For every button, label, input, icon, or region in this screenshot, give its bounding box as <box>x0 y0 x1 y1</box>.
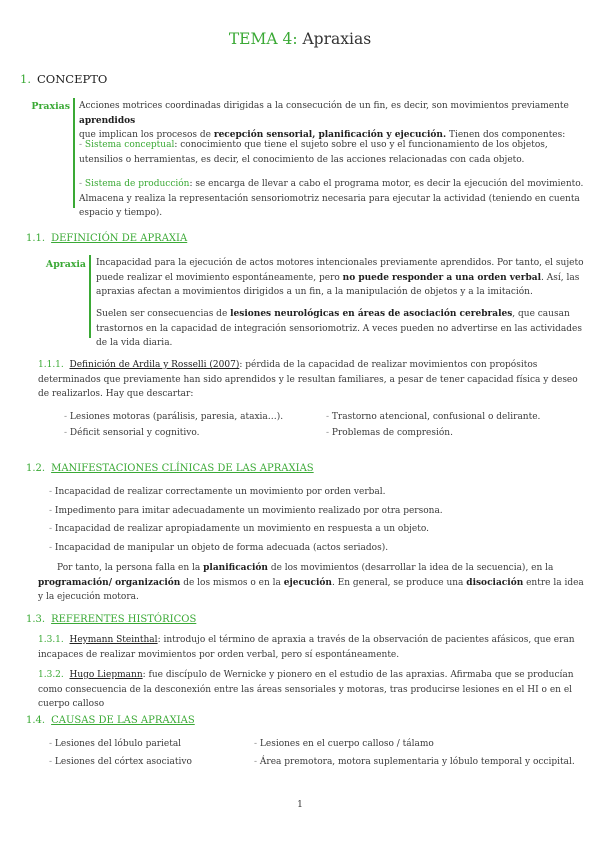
manifestaciones-summary: Por tanto, la persona falla en la planificación de los movimientos (desarrollar la idea de la secuencia), en la programación/ organización de los mismos o en la ejecución. En general, se produce una disociación entre la idea y la ejecución motora. <box>38 563 584 602</box>
descartar-list-left <box>64 409 314 441</box>
referente-steinthal: 1.3.1. Heymann Steinthal: introdujo el término de apraxia a través de la observación de pacientes afásicos, que eran incapaces de realizar movimientos por orden verbal, pero sí espontáneamente. <box>38 635 575 660</box>
referente-liepmann: 1.3.2. Hugo Liepmann: fue discípulo de Wernicke y pionero en el estudio de las apraxias. Afirmaba que se producían como consecuencia de la desconexión entre las áreas sensoriales y motoras, tras producirse lesiones en el HI o en el cuerpo calloso <box>38 670 574 709</box>
causas-list-left <box>49 735 249 771</box>
title-text: Apraxias <box>297 30 372 48</box>
list-item: - Déficit sensorial y cognitivo. <box>64 428 200 438</box>
section-heading-definicion: 1.1. DEFINICIÓN DE APRAXIA <box>26 233 188 244</box>
praxias-definition: Acciones motrices coordinadas dirigidas a la consecución de un fin, es decir, son movimientos previamente aprendidos que implican los procesos de recepción sensorial, planificación y ejecución. Tienen dos componentes: <box>79 101 569 140</box>
section-heading-manifestaciones: 1.2. MANIFESTACIONES CLÍNICAS DE LAS APRAXIAS <box>26 463 314 474</box>
apraxia-definition: Incapacidad para la ejecución de actos motores intencionales previamente aprendidos. Por tanto, el sujeto puede realizar el movimiento espontáneamente, pero no puede responder a una orden verbal. Así, las apraxias afectan a movimientos dirigidos a un fin, a la manipulación de objetos y a la imitación. <box>96 258 584 297</box>
list-item: - Lesiones del córtex asociativo <box>49 757 192 767</box>
list-item: - Lesiones en el cuerpo calloso / tálamo <box>254 739 434 749</box>
page-number: 1 <box>297 800 303 810</box>
causas-list-right <box>254 735 590 771</box>
page-title <box>0 30 600 48</box>
component-conceptual: - Sistema conceptual: conocimiento que tiene el sujeto sobre el uso y el funcionamiento de los objetos, utensilios o herramientas, es decir, el conocimiento de las acciones relacionadas con cada objeto. <box>79 140 548 165</box>
component-label: Sistema conceptual <box>84 140 175 150</box>
ardila-rosselli-definition: 1.1.1. Definición de Ardila y Rosselli (2007): pérdida de la capacidad de realizar movimientos con propósitos determinados que previamente han sido aprendidos y le resultan familiares, a pesar de tener capacidad física y deseo de realizarlos. Hay que descartar: <box>38 360 578 399</box>
list-item: - Área premotora, motora suplementaria y lóbulo temporal y occipital. <box>254 757 575 767</box>
component-produccion: - Sistema de producción: se encarga de llevar a cabo el programa motor, es decir la ejecución del movimiento. Almacena y realiza la representación sensoriomotriz necesaria para ejecutar la actividad (teniendo en cuenta espacio y tiempo). <box>79 179 584 218</box>
apraxia-rule <box>89 255 91 338</box>
section-heading-concepto <box>20 72 107 86</box>
praxias-side-label: Praxias <box>31 101 70 112</box>
apraxia-side-label: Apraxia <box>45 259 86 270</box>
dash-bullet: - <box>79 179 83 189</box>
list-item: - Impedimento para imitar adecuadamente un movimiento realizado por otra persona. <box>49 505 443 516</box>
list-item: - Lesiones motoras (parálisis, paresia, ataxia…). <box>64 412 284 422</box>
apraxia-causes: Suelen ser consecuencias de lesiones neurológicas en áreas de asociación cerebrales, que causan trastornos en la capacidad de integración sensoriomotriz. A veces pueden no advertirse en las actividades de la vida diaria. <box>96 309 582 348</box>
manifestaciones-list <box>49 483 589 557</box>
list-item: - Trastorno atencional, confusional o delirante. <box>326 412 541 422</box>
list-item: - Incapacidad de manipular un objeto de forma adecuada (actos seriados). <box>49 542 389 553</box>
section-label: CONCEPTO <box>36 72 108 86</box>
list-item: - Problemas de compresión. <box>326 428 453 438</box>
praxias-rule <box>73 98 75 208</box>
list-item: - Incapacidad de realizar apropiadamente un movimiento en respuesta a un objeto. <box>49 524 429 534</box>
section-heading-referentes: 1.3. REFERENTES HISTÓRICOS <box>26 614 197 625</box>
dash-bullet: - <box>79 140 83 150</box>
component-label: Sistema de producción <box>84 179 190 189</box>
section-heading-causas: 1.4. CAUSAS DE LAS APRAXIAS <box>26 715 195 726</box>
section-number: 1. <box>20 72 31 86</box>
descartar-list-right <box>326 409 586 441</box>
title-prefix: TEMA 4: <box>228 30 298 48</box>
list-item: - Incapacidad de realizar correctamente un movimiento por orden verbal. <box>49 487 386 497</box>
list-item: - Lesiones del lóbulo parietal <box>49 739 182 749</box>
